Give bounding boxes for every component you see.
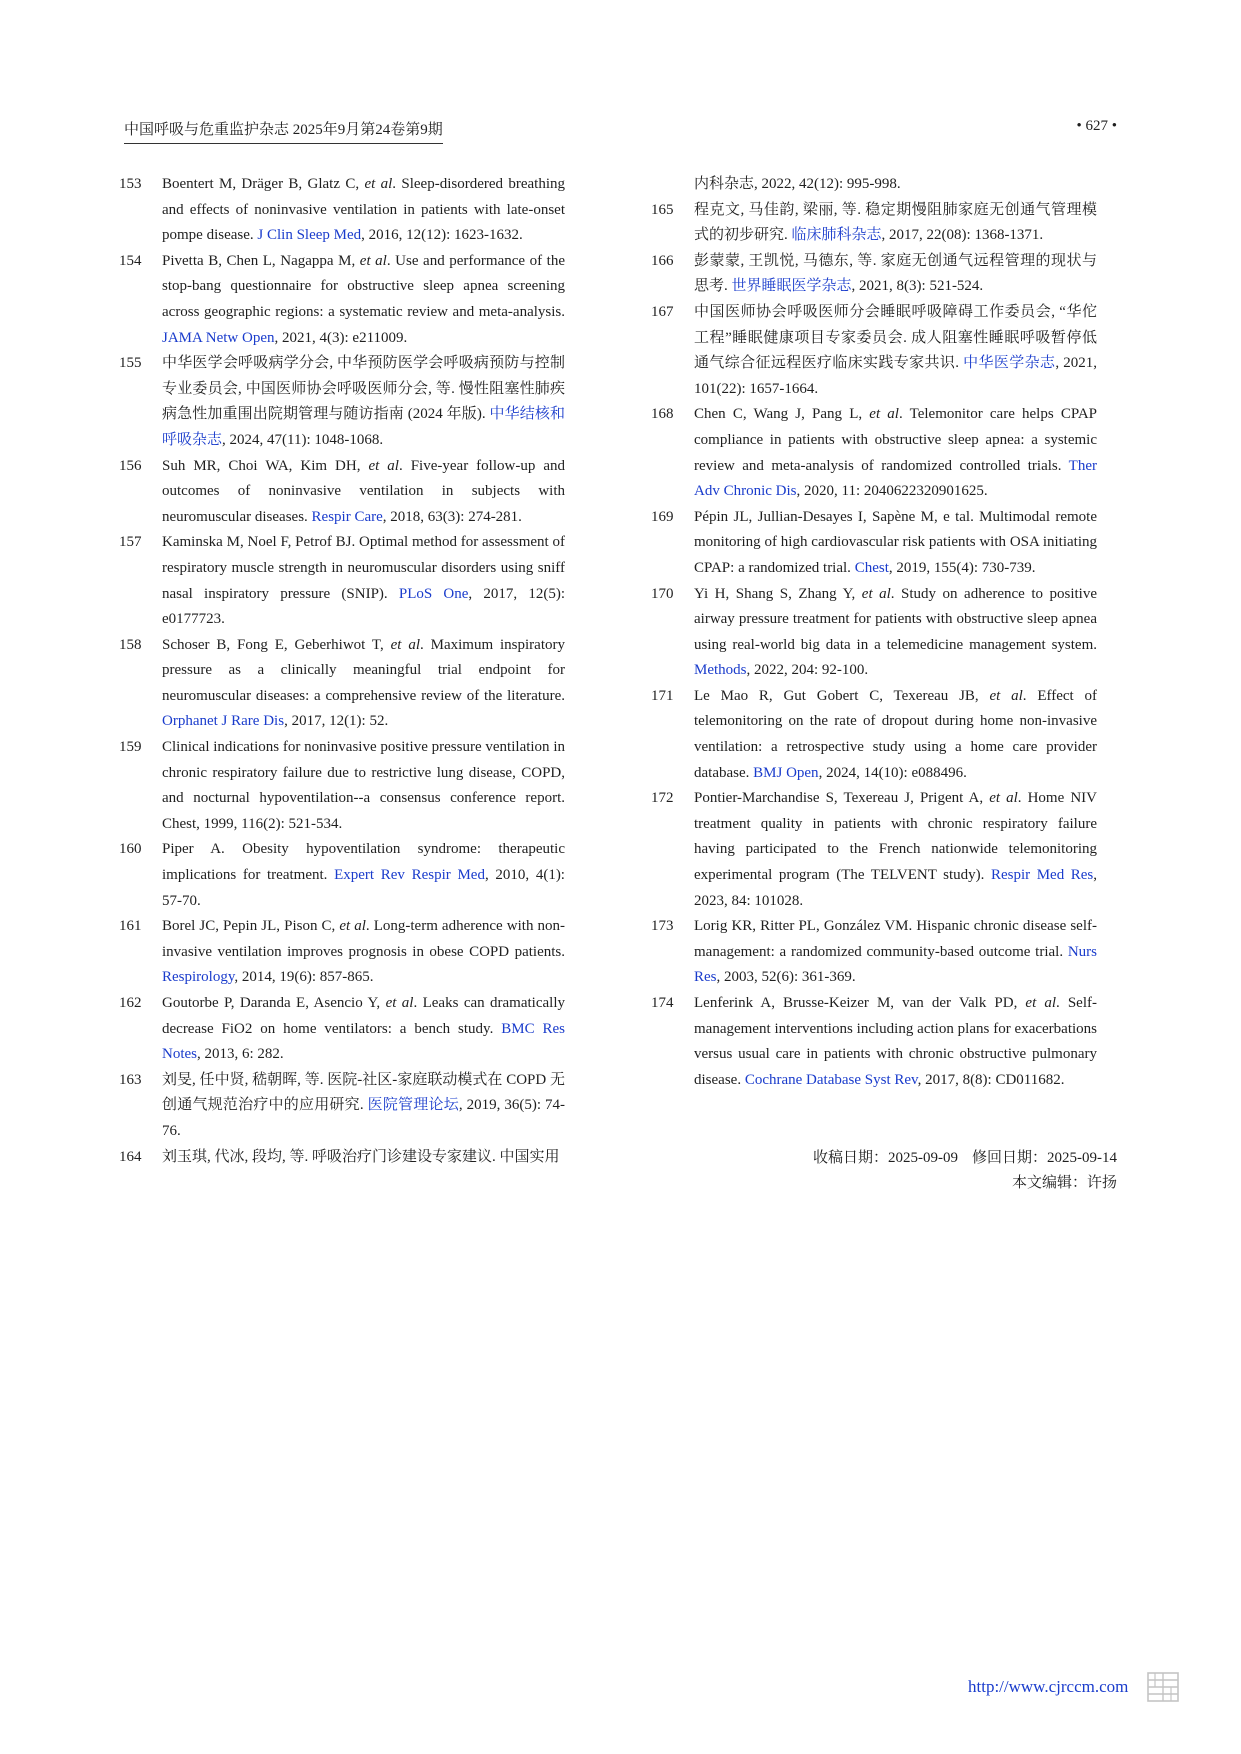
reference-number: 160 <box>119 841 142 858</box>
page-number: • 627 • <box>1076 118 1117 134</box>
reference-segment: Pépin JL, Jullian-Desayes I, Sapène M, e tal. Multimodal remote monitoring of high cardiovascular risk patients with OSA initiating CPAP: a randomized trial. <box>694 508 1097 576</box>
et-al-text: et al <box>861 585 891 602</box>
reference-number: 154 <box>119 252 142 269</box>
reference-text <box>162 1145 565 1171</box>
revised-date: 修回日期：2025-09-14 <box>972 1150 1117 1166</box>
reference-text <box>162 735 565 837</box>
reference-text <box>162 351 565 453</box>
journal-website-link[interactable]: http://www.cjrccm.com <box>968 1677 1129 1696</box>
reference-text <box>694 505 1097 582</box>
reference-number: 155 <box>119 355 142 372</box>
reference-segment: , 2010, 4(1): 57-70. <box>162 867 565 909</box>
reference-item <box>651 991 1097 1093</box>
reference-segment: , 2017, 8(8): CD011682. <box>917 1071 1065 1088</box>
reference-item <box>651 402 1097 504</box>
reference-text <box>162 530 565 632</box>
reference-segment: Chen C, Wang J, Pang L, <box>694 406 870 423</box>
reference-item <box>651 249 1097 300</box>
reference-segment: . Use and performance of the stop-bang questionnaire for obstructive sleep apnea screening across geographic regions: a systematic review and meta-analysis. <box>162 252 566 320</box>
reference-segment: . Long-term adherence with non-invasive ventilation improves prognosis in obese COPD patients. <box>162 918 566 960</box>
reference-segment: Lenferink A, Brusse-Keizer M, van der Valk PD, <box>694 995 1026 1011</box>
reference-number: 173 <box>651 918 674 935</box>
journal-link[interactable]: 医院管理论坛 <box>367 1097 459 1114</box>
journal-link[interactable]: Ther Adv Chronic Dis <box>694 457 1097 500</box>
reference-segment: , 2013, 6: 282. <box>197 1046 284 1063</box>
reference-segment: Piper A. Obesity hypoventilation syndrome: therapeutic implications for treatment. <box>162 841 565 884</box>
reference-item <box>651 684 1097 786</box>
reference-text <box>694 249 1097 300</box>
reference-segment: 刘玉琪, 代冰, 段均, 等. 呼吸治疗门诊建设专家建议. 中国实用 <box>162 1148 560 1165</box>
reference-number: 158 <box>119 636 142 653</box>
reference-item <box>651 582 1097 684</box>
journal-link[interactable]: Respir Med Res <box>990 867 1094 884</box>
reference-segment: , 2022, 204: 92-100. <box>746 662 869 679</box>
reference-text <box>162 454 565 531</box>
reference-text <box>694 402 1097 504</box>
reference-segment: , 2019, 36(5): 74-76. <box>162 1097 565 1139</box>
reference-number: 164 <box>119 1148 142 1165</box>
reference-segment: , 2017, 22(08): 1368-1371. <box>881 227 1044 244</box>
reference-segment: . Study on adherence to positive airway pressure treatment for patients with obstructive sleep apnea using real-world big data in a telemedicine management system. <box>694 585 1097 653</box>
date-line <box>799 1146 1117 1171</box>
journal-link[interactable]: Respirology <box>162 969 235 986</box>
reference-number: 168 <box>651 406 674 423</box>
reference-segment: Borel JC, Pepin JL, Pison C, <box>162 918 340 935</box>
reference-continuation: 内科杂志, 2022, 42(12): 995-998. <box>694 176 901 192</box>
reference-number: 161 <box>119 918 142 935</box>
reference-segment: . Telemonitor care helps CPAP compliance in patients with obstructive sleep apnea: a systemic review and meta-analysis of randomized controlled trials. <box>694 406 1098 474</box>
journal-link[interactable]: 临床肺科杂志 <box>791 227 882 244</box>
received-date: 收稿日期：2025-09-09 <box>813 1150 958 1166</box>
et-al-text: et al <box>368 457 399 474</box>
reference-number: 169 <box>651 508 674 525</box>
reference-segment: . Sleep-disordered breathing and effects of noninvasive ventilation in patients with late-onset pompe disease. <box>162 176 565 244</box>
et-al-text: et al <box>1025 995 1056 1011</box>
journal-link[interactable]: Orphanet J Rare Dis <box>162 713 285 730</box>
reference-item <box>119 454 565 531</box>
reference-item <box>119 1068 565 1145</box>
references-left-column <box>119 172 565 1170</box>
journal-logo-icon <box>1146 1670 1180 1704</box>
reference-segment: Le Mao R, Gut Gobert C, Texereau JB, <box>694 687 990 704</box>
reference-segment: , 2024, 14(10): e088496. <box>818 764 967 781</box>
reference-segment: Suh MR, Choi WA, Kim DH, <box>162 457 369 474</box>
references-right-column <box>651 172 1097 1093</box>
reference-text <box>694 198 1097 249</box>
reference-segment: Boentert M, Dräger B, Glatz C, <box>162 176 365 192</box>
journal-link[interactable]: J Clin Sleep Med <box>257 227 362 244</box>
reference-text <box>694 684 1097 786</box>
reference-text <box>162 991 565 1068</box>
et-al-text: et al <box>989 790 1018 807</box>
reference-item <box>119 530 565 632</box>
reference-text <box>162 633 565 735</box>
reference-segment: . Home NIV treatment quality in patients with chronic respiratory failure having participated to the French nationwide telemonitoring experimental program (The TELVENT study). <box>694 790 1097 884</box>
journal-title: 中国呼吸与危重监护杂志 2025年9月第24卷第9期 <box>124 118 443 144</box>
reference-number: 170 <box>651 585 674 602</box>
reference-item <box>651 786 1097 914</box>
reference-segment: , 2021, 101(22): 1657-1664. <box>694 355 1097 397</box>
reference-segment: 刘旻, 任中贤, 嵇朝晖, 等. 医院-社区-家庭联动模式在 COPD 无创通气规范治疗中的应用研究. <box>162 1071 565 1114</box>
journal-link[interactable]: Expert Rev Respir Med <box>334 867 485 884</box>
journal-link[interactable]: PLoS One <box>398 585 469 602</box>
reference-number: 174 <box>651 995 674 1011</box>
reference-item <box>651 198 1097 249</box>
reference-segment: . Maximum inspiratory pressure as a clinically meaningful trial endpoint for neuromuscular diseases: a comprehensive review of the literature. <box>162 636 565 704</box>
reference-item <box>119 991 565 1068</box>
reference-segment: , 2018, 63(3): 274-281. <box>382 508 522 525</box>
reference-segment: , 2020, 11: 2040622320901625. <box>796 483 988 500</box>
reference-segment: Lorig KR, Ritter PL, González VM. Hispanic chronic disease self-management: a randomized community-based outcome trial. <box>694 918 1097 960</box>
reference-number: 156 <box>119 457 142 474</box>
et-al-text: et al <box>385 995 414 1011</box>
journal-link[interactable]: 中华结核和呼吸杂志 <box>162 406 565 448</box>
journal-link[interactable]: 世界睡眠医学杂志 <box>731 278 852 295</box>
reference-segment: , 2023, 84: 101028. <box>694 867 1097 909</box>
reference-text <box>162 172 565 249</box>
reference-item <box>651 300 1097 402</box>
reference-segment: Pivetta B, Chen L, Nagappa M, <box>162 252 360 269</box>
et-al-text: et al <box>364 176 393 192</box>
reference-item <box>119 351 565 453</box>
reference-segment: Goutorbe P, Daranda E, Asencio Y, <box>162 995 386 1011</box>
reference-item <box>651 505 1097 582</box>
reference-segment: . Self-management interventions including action plans for exacerbations versus usual care in patients with chronic obstructive pulmonary disease. <box>694 995 1097 1088</box>
journal-link[interactable]: Chest <box>854 559 889 576</box>
reference-segment: Pontier-Marchandise S, Texereau J, Prigent A, <box>694 790 990 807</box>
et-al-text: et al <box>390 636 420 653</box>
reference-item <box>119 837 565 914</box>
reference-segment: 中华医学会呼吸病学分会, 中华预防医学会呼吸病预防与控制专业委员会, 中国医师协会呼吸医师分会, 等. 慢性阻塞性肺疾病急性加重围出院期管理与随访指南 (2024 年版). <box>162 355 565 423</box>
et-al-text: et al <box>989 687 1023 704</box>
reference-number: 166 <box>651 252 674 269</box>
journal-link[interactable]: BMC Res Notes <box>162 1020 565 1063</box>
reference-number: 153 <box>119 176 142 192</box>
reference-number: 157 <box>119 534 142 551</box>
reference-segment: 中国医师协会呼吸医师分会睡眠呼吸障碍工作委员会, “华佗工程”睡眠健康项目专家委员会. 成人阻塞性睡眠呼吸暂停低通气综合征远程医疗临床实践专家共识. <box>694 303 1097 372</box>
reference-text <box>162 914 565 991</box>
reference-segment: , 2021, 8(3): 521-524. <box>851 278 984 295</box>
reference-segment: . Effect of telemonitoring on the rate of dropout during home non-invasive ventilation: a retrospective study using a home care provider database. <box>694 687 1097 781</box>
journal-link[interactable]: 中华医学杂志 <box>963 355 1056 372</box>
reference-text <box>694 991 1097 1093</box>
reference-text <box>694 582 1097 684</box>
reference-segment: Yi H, Shang S, Zhang Y, <box>694 585 862 602</box>
reference-number: 163 <box>119 1071 142 1088</box>
reference-item <box>119 1145 565 1171</box>
journal-link[interactable]: Nurs Res <box>694 943 1097 986</box>
reference-number: 172 <box>651 790 674 807</box>
reference-segment: 彭蒙蒙, 王凯悦, 马德东, 等. 家庭无创通气远程管理的现状与思考. <box>694 252 1097 295</box>
reference-segment: , 2024, 47(11): 1048-1068. <box>222 431 384 448</box>
journal-link[interactable]: Respir Care <box>311 508 383 525</box>
reference-item <box>119 172 565 249</box>
journal-link[interactable]: BMJ Open <box>753 764 819 781</box>
reference-number: 171 <box>651 687 674 704</box>
editor-line: 本文编辑：许扬 <box>1011 1175 1117 1191</box>
et-al-text: et al <box>339 918 366 935</box>
reference-text <box>162 249 565 351</box>
reference-segment: , 2019, 155(4): 730-739. <box>888 559 1036 576</box>
reference-segment: Schoser B, Fong E, Geberhiwot T, <box>162 636 391 653</box>
reference-segment: 程克文, 马佳韵, 梁丽, 等. 稳定期慢阻肺家庭无创通气管理模式的初步研究. <box>694 201 1097 244</box>
reference-text <box>162 837 565 914</box>
reference-item <box>119 633 565 735</box>
reference-number: 165 <box>651 201 674 218</box>
reference-segment: , 2017, 12(1): 52. <box>284 713 389 730</box>
reference-segment: Clinical indications for noninvasive positive pressure ventilation in chronic respiratory failure due to restrictive lung disease, COPD, and nocturnal hypoventilation--a consensus conference report. Chest, 1999, 116(2): 521-534. <box>162 739 565 832</box>
reference-segment: Kaminska M, Noel F, Petrof BJ. Optimal method for assessment of respiratory muscle strength in neuromuscular disorders using sniff nasal inspiratory pressure (SNIP). <box>162 534 565 602</box>
article-dates <box>799 1146 1117 1196</box>
reference-segment: , 2017, 12(5): e0177723. <box>162 585 565 628</box>
reference-text <box>694 786 1097 914</box>
reference-segment: . Leaks can dramatically decrease FiO2 on home ventilators: a bench study. <box>162 995 565 1037</box>
reference-segment: , 2014, 19(6): 857-865. <box>234 969 374 986</box>
journal-link[interactable]: Cochrane Database Syst Rev <box>744 1071 918 1088</box>
reference-list <box>651 198 1097 1094</box>
reference-number: 159 <box>119 739 142 756</box>
reference-item <box>119 249 565 351</box>
journal-link[interactable]: JAMA Netw Open <box>162 329 275 346</box>
reference-text <box>694 300 1097 402</box>
reference-number: 162 <box>119 995 142 1011</box>
reference-item <box>119 735 565 837</box>
reference-text <box>694 914 1097 991</box>
reference-segment: . Five-year follow-up and outcomes of noninvasive ventilation in subjects with neuromuscular diseases. <box>162 457 565 525</box>
reference-segment: , 2021, 4(3): e211009. <box>274 329 408 346</box>
reference-segment: , 2003, 52(6): 361-369. <box>716 969 856 986</box>
reference-text <box>162 1068 565 1145</box>
et-al-text: et al <box>869 406 899 423</box>
reference-segment: , 2016, 12(12): 1623-1632. <box>361 227 523 244</box>
et-al-text: et al <box>359 252 387 269</box>
reference-item <box>651 914 1097 991</box>
reference-number: 167 <box>651 303 674 320</box>
reference-item <box>119 914 565 991</box>
journal-link[interactable]: Methods <box>694 662 747 679</box>
running-header <box>124 118 1117 146</box>
